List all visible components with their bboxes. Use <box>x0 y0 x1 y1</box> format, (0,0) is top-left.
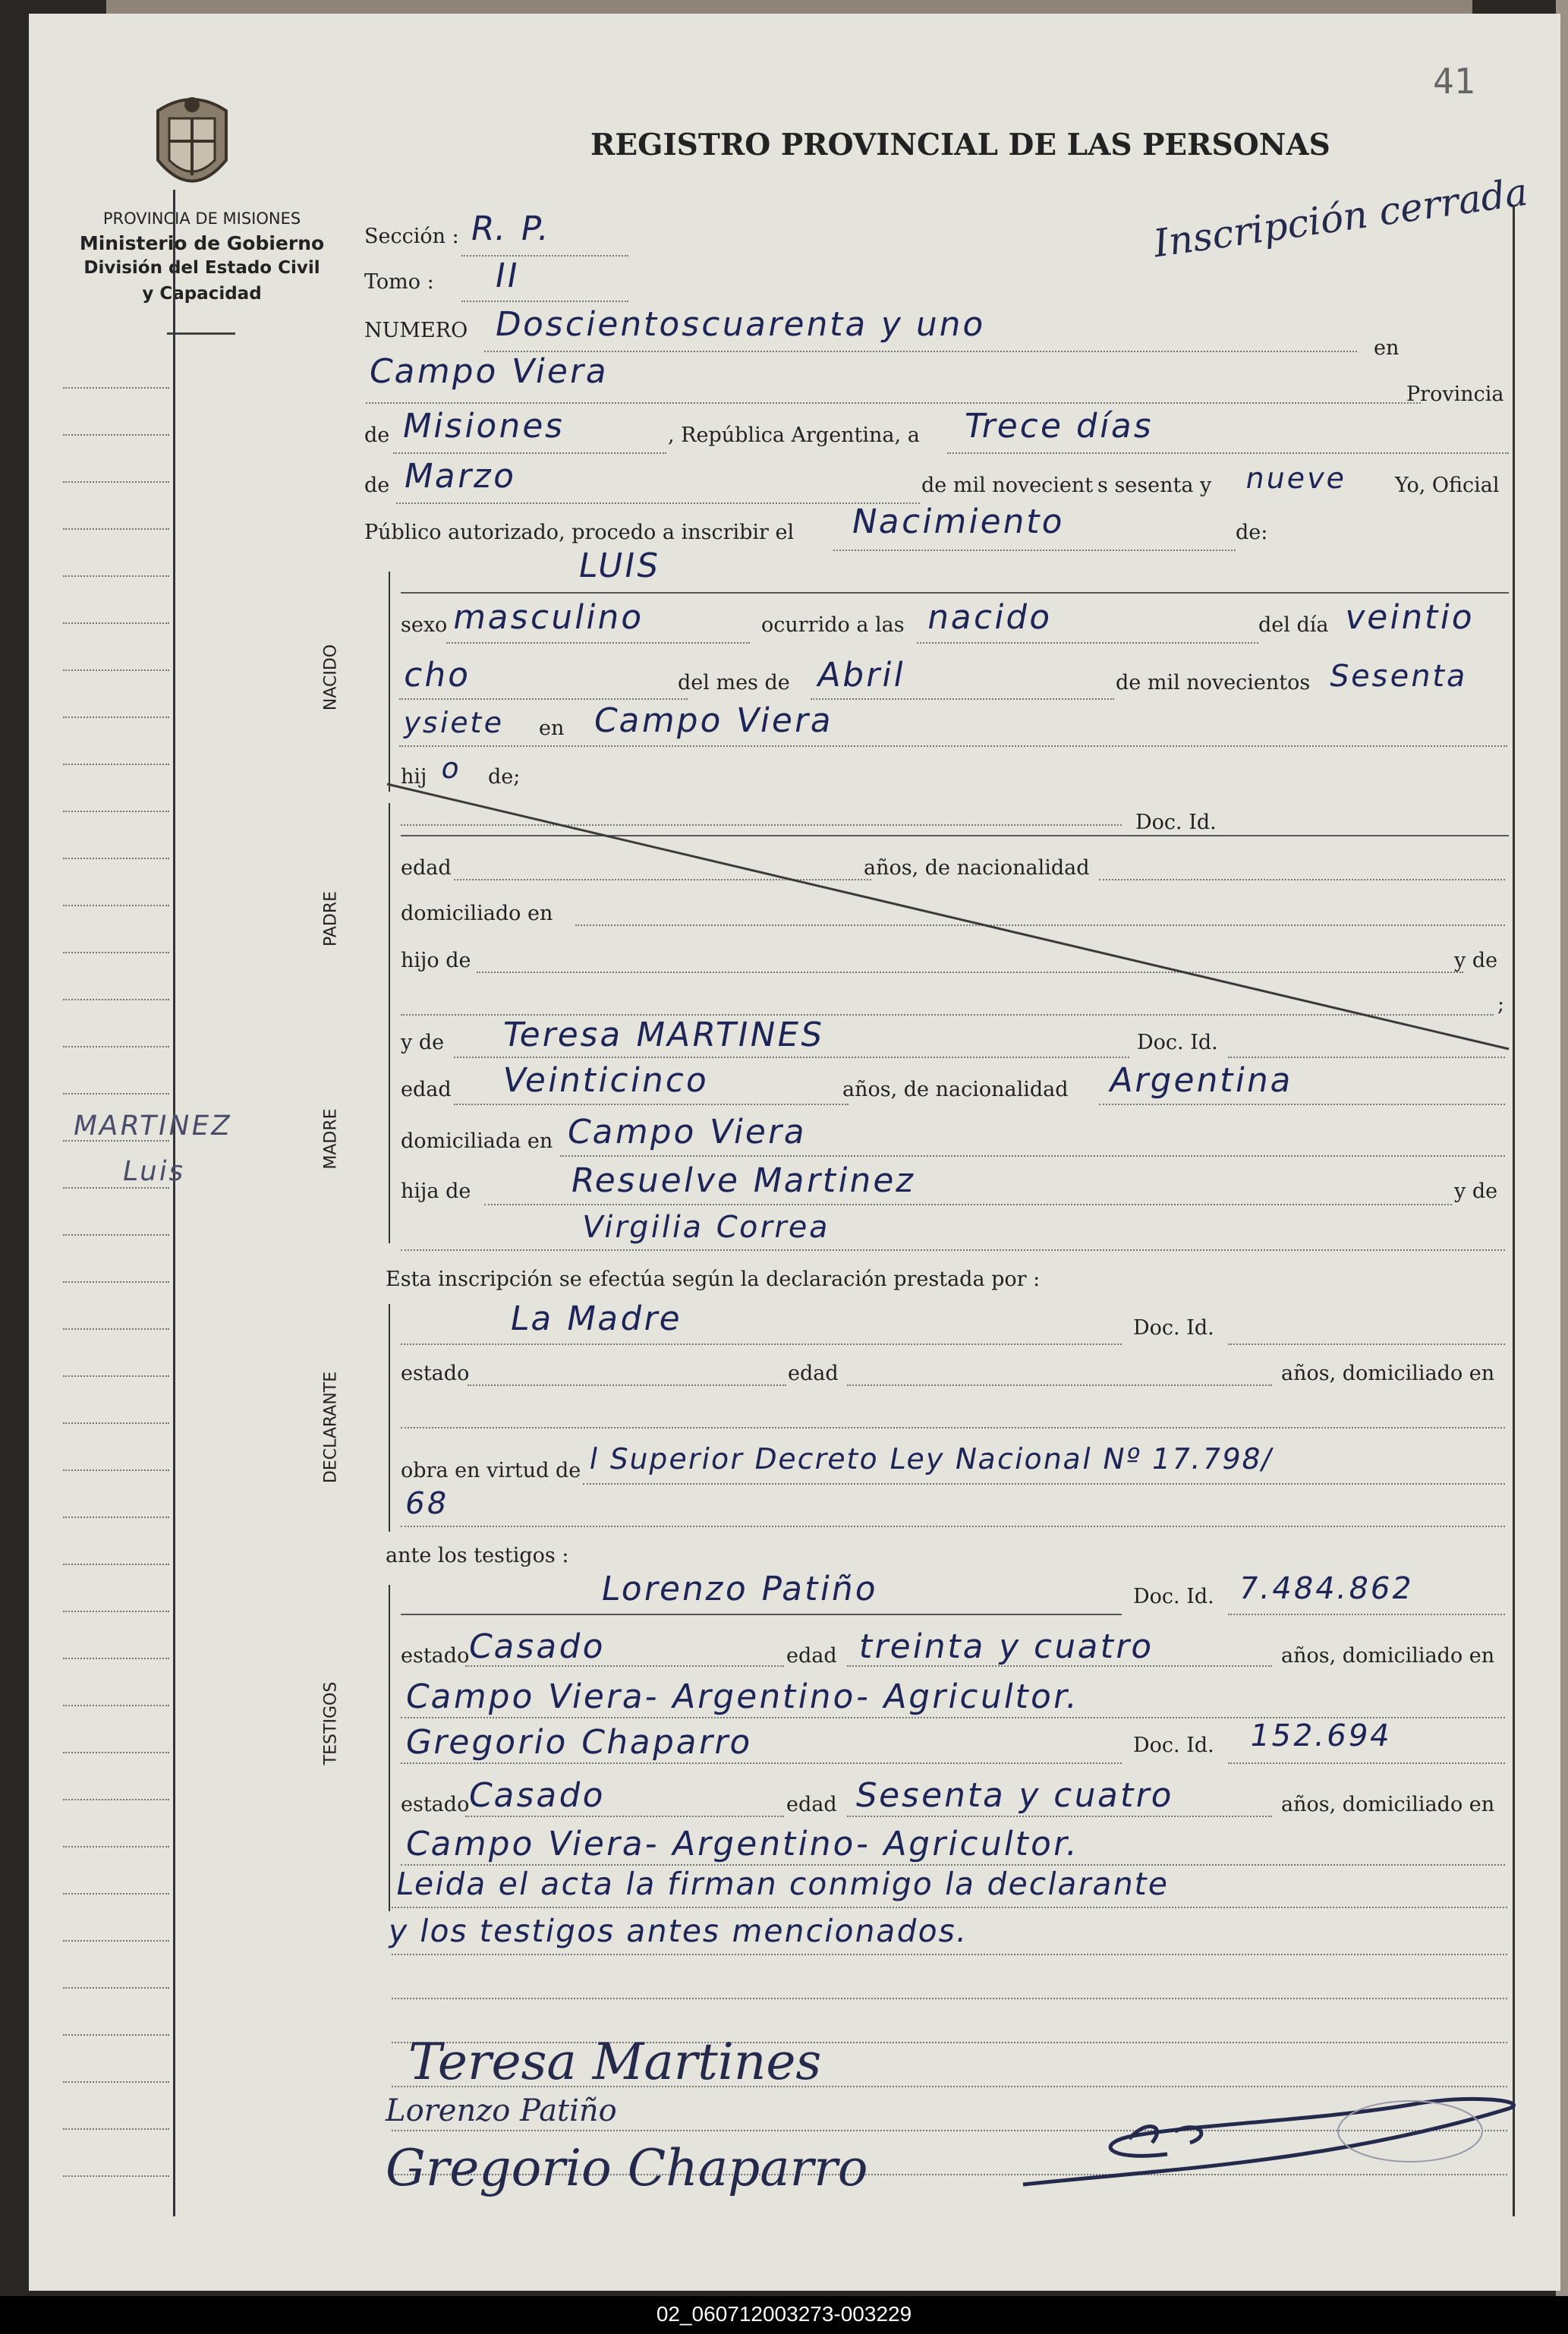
mes-nac-value: Abril <box>814 656 909 695</box>
section-padre: PADRE <box>321 890 341 947</box>
madre-y-de2-label: y de <box>1454 1180 1498 1203</box>
mes-value: Marzo <box>401 457 521 496</box>
madre-y-de-label: y de <box>401 1031 445 1054</box>
padre-nac-label: años, de nacionalidad <box>864 856 1090 880</box>
madre-nac-label: años, de nacionalidad <box>842 1078 1069 1101</box>
testigo2-nombre-value: Gregorio Chaparro <box>402 1723 757 1762</box>
page-edge-top <box>106 0 1472 14</box>
declarante-dom-label: años, domiciliado en <box>1281 1362 1495 1385</box>
seccion-value: R. P. <box>468 209 555 248</box>
de-semicolon-label: de; <box>488 765 521 789</box>
seccion-label: Sección : <box>364 225 459 248</box>
cierre-2-value: y los testigos antes mencionados. <box>386 1913 971 1949</box>
anio-nac-a-value: Sesenta <box>1327 659 1472 694</box>
de-label: de <box>364 424 390 447</box>
ante-testigos-label: ante los testigos : <box>386 1544 569 1567</box>
lugar-nac-value: Campo Viera <box>590 701 837 740</box>
hij-label: hij <box>401 765 427 789</box>
footer-bar <box>0 2296 1568 2334</box>
margin-surname: MARTINEZ <box>71 1110 235 1142</box>
en-nac-label: en <box>539 717 565 740</box>
testigo1-estado-label: estado <box>401 1644 470 1668</box>
testigo2-estado-value: Casado <box>465 1776 609 1815</box>
de2-label: de <box>364 474 390 497</box>
testigo1-edad-label: edad <box>786 1644 837 1668</box>
madre-nombre-value: Teresa MARTINES <box>499 1016 828 1054</box>
declarante-value: La Madre <box>507 1299 686 1338</box>
padre-edad-label: edad <box>401 856 452 880</box>
declarante-edad-label: edad <box>788 1362 839 1385</box>
testigo1-doc-value: 7.484.862 <box>1236 1571 1417 1606</box>
testigo1-dom-label: años, domiciliado en <box>1281 1644 1495 1668</box>
footer-filename: 02_060712003273-003229 <box>656 2302 912 2326</box>
official-signature-icon <box>1015 2078 1547 2203</box>
header-capacity: y Capacidad <box>142 284 262 304</box>
padre-hijo-de-label: hijo de <box>401 949 471 972</box>
testigo1-nombre-value: Lorenzo Patiño <box>598 1570 882 1608</box>
madre-edad-label: edad <box>401 1078 452 1101</box>
testigo1-edad-value: treinta y cuatro <box>856 1627 1158 1666</box>
testigo2-doc-label: Doc. Id. <box>1133 1734 1214 1757</box>
de-mil-label: de mil novecient <box>921 474 1094 497</box>
de-colon-label: de: <box>1236 521 1268 544</box>
header-province: PROVINCIA DE MISIONES <box>102 209 301 228</box>
testigo2-edad-label: edad <box>786 1793 837 1816</box>
testigo2-doc-value: 152.694 <box>1247 1718 1395 1753</box>
publico-label: Público autorizado, procedo a inscribir el <box>364 521 795 544</box>
testigo2-dom-value: Campo Viera- Argentino- Agricultor. <box>402 1825 1083 1863</box>
declarante-doc-label: Doc. Id. <box>1133 1316 1214 1340</box>
hijo-o-value: o <box>439 751 465 785</box>
testigo1-dom-value: Campo Viera- Argentino- Agricultor. <box>402 1677 1083 1716</box>
section-testigos: TESTIGOS <box>321 1681 341 1765</box>
signature-lorenzo: Lorenzo Patiño <box>386 2093 617 2128</box>
dia-nac-b-value: cho <box>401 656 474 695</box>
obra-label: obra en virtud de <box>401 1459 581 1482</box>
declarante-estado-label: estado <box>401 1362 470 1385</box>
republica-label: , República Argentina, a <box>668 424 920 447</box>
padre-semicolon: ; <box>1497 993 1505 1016</box>
anio-value: nueve <box>1243 461 1350 495</box>
obra-2-value: 68 <box>402 1486 452 1521</box>
section-nacido: NACIDO <box>321 644 341 711</box>
testigo1-doc-label: Doc. Id. <box>1133 1585 1214 1608</box>
madre-doc-label: Doc. Id. <box>1137 1031 1218 1054</box>
margin-name: Luis <box>120 1156 189 1187</box>
bottom-rule-line <box>392 1998 1507 1999</box>
anio-nac-b-value: ysiete <box>401 706 508 739</box>
cierre-1-value: Leida el acta la firman conmigo la declarante <box>393 1866 1173 1902</box>
hora-value: nacido <box>924 598 1056 637</box>
top-signature: Inscripción cerrada <box>1151 169 1531 266</box>
madre-hija-de-1-value: Resuelve Martinez <box>568 1161 920 1200</box>
numero-value: Doscientoscuarenta y uno <box>492 305 990 344</box>
ocurrido-label: ocurrido a las <box>761 613 905 637</box>
localidad-value: Campo Viera <box>366 352 612 391</box>
tomo-label: Tomo : <box>364 270 434 294</box>
testigo2-edad-value: Sesenta y cuatro <box>852 1776 1178 1815</box>
provincia-label: Provincia <box>1406 383 1504 406</box>
madre-edad-value: Veinticinco <box>499 1061 713 1100</box>
header-ministry: Ministerio de Gobierno <box>79 232 325 254</box>
dia-nac-a-value: veintio <box>1342 598 1478 637</box>
yo-oficial-label: Yo, Oficial <box>1395 474 1500 497</box>
del-mes-label: del mes de <box>678 671 790 695</box>
madre-dom-value: Campo Viera <box>564 1113 811 1151</box>
padre-y-de-label: y de <box>1454 949 1498 972</box>
section-madre: MADRE <box>321 1108 341 1170</box>
testigo1-estado-value: Casado <box>465 1627 609 1666</box>
page-title: REGISTRO PROVINCIAL DE LAS PERSONAS <box>590 128 1330 162</box>
inscripcion-label: Esta inscripción se efectúa según la declaración prestada por : <box>386 1268 1041 1291</box>
signature-gregorio: Gregorio Chaparro <box>386 2139 868 2197</box>
padre-strike-line <box>29 14 1560 2291</box>
testigo2-dom-label: años, domiciliado en <box>1281 1793 1495 1816</box>
madre-hija-de-label: hija de <box>401 1180 471 1203</box>
de-mil-novecientos-label: de mil novecientos <box>1116 671 1311 695</box>
provincia-value: Misiones <box>399 407 569 446</box>
page-number: 41 <box>1433 61 1475 102</box>
madre-dom-label: domiciliada en <box>401 1129 553 1153</box>
sesenta-y-label: s sesenta y <box>1097 474 1212 497</box>
header-division: División del Estado Civil <box>83 258 320 278</box>
del-dia-label: del día <box>1258 613 1329 637</box>
obra-1-value: l Superior Decreto Ley Nacional Nº 17.798/ <box>587 1442 1277 1476</box>
nombre-value: LUIS <box>575 546 664 585</box>
dia-value: Trece días <box>961 407 1157 446</box>
padre-dom-label: domiciliado en <box>401 902 553 925</box>
madre-nac-value: Argentina <box>1107 1061 1297 1100</box>
acto-value: Nacimiento <box>849 502 1069 541</box>
numero-label: NUMERO <box>364 319 468 342</box>
bottom-rule-line <box>392 1954 1507 1955</box>
section-declarante: DECLARANTE <box>321 1371 341 1484</box>
madre-hija-de-2-value: Virgilia Correa <box>579 1210 834 1245</box>
en-label: en <box>1374 336 1400 360</box>
sexo-value: masculino <box>450 598 648 637</box>
padre-doc-label: Doc. Id. <box>1135 811 1217 834</box>
document-page <box>29 14 1560 2291</box>
sexo-label: sexo <box>401 613 448 637</box>
signature-teresa: Teresa Martines <box>408 2033 822 2091</box>
testigo2-estado-label: estado <box>401 1793 470 1816</box>
tomo-value: II <box>492 257 523 295</box>
